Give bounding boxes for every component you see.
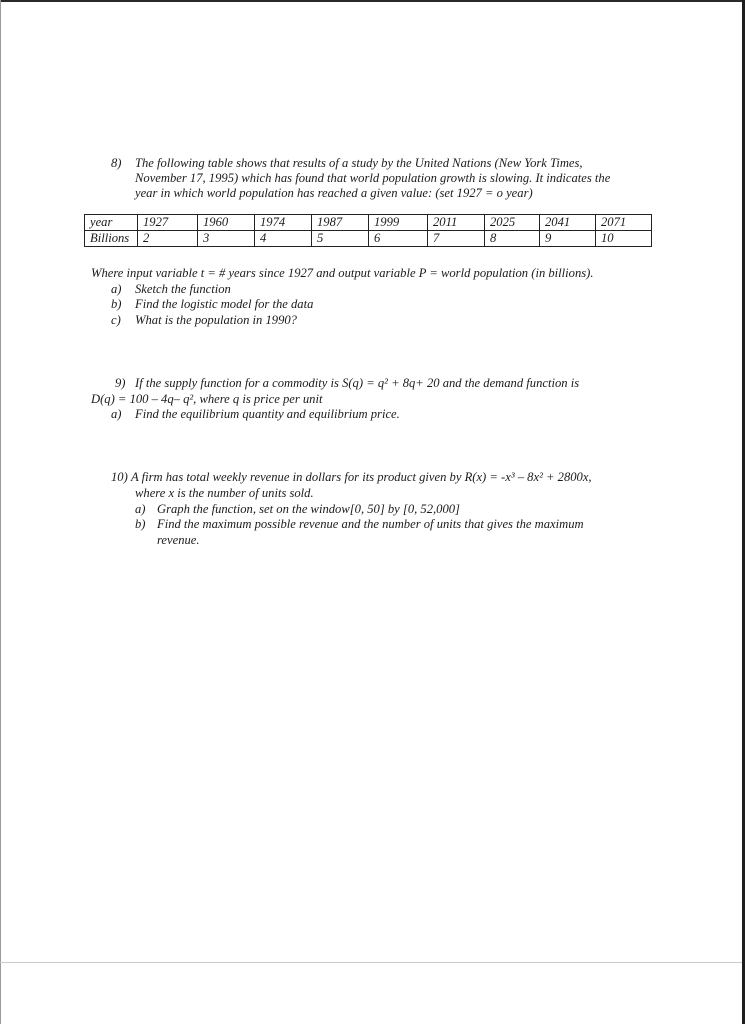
part-text: Find the equilibrium quantity and equilibrium price.: [135, 407, 400, 421]
table-cell: 8: [485, 231, 540, 247]
table-cell: 2041: [540, 215, 596, 231]
table-cell: 4: [255, 231, 312, 247]
table-cell: 3: [198, 231, 255, 247]
part-label: b): [111, 297, 122, 311]
part-text: Sketch the function: [135, 282, 231, 296]
question-text-line: A firm has total weekly revenue in dollars for its product given by R(x) = -x³ – 8x² + 2800x,: [131, 470, 592, 484]
question-text-line: If the supply function for a commodity is S(q) = q² + 8q+ 20 and the demand function is: [135, 376, 580, 390]
question-text-line: The following table shows that results of a study by the United Nations (New York Times,: [135, 156, 583, 170]
table-cell: 2025: [485, 215, 540, 231]
table-cell: 9: [540, 231, 596, 247]
part-label: a): [135, 502, 146, 516]
table-row-billions: [85, 231, 652, 247]
table-row-header: Billions: [85, 231, 138, 247]
scan-edge-left: [0, 0, 1, 1024]
table-cell: 5: [312, 231, 369, 247]
table-cell: 10: [596, 231, 652, 247]
table-row-year: [85, 215, 652, 231]
table-cell: 7: [428, 231, 485, 247]
scan-edge-top: [0, 0, 745, 2]
part-label: b): [135, 517, 146, 531]
table-cell: 2011: [428, 215, 485, 231]
part-label: a): [111, 407, 122, 421]
question-text-line: D(q) = 100 – 4q– q², where q is price per unit: [91, 392, 323, 406]
part-text-continued: revenue.: [157, 533, 200, 547]
part-label: a): [111, 282, 122, 296]
part-text: Find the logistic model for the data: [135, 297, 314, 311]
table-cell: 2071: [596, 215, 652, 231]
page-fold-line: [0, 962, 742, 963]
table-cell: 1999: [369, 215, 428, 231]
part-text: What is the population in 1990?: [135, 313, 297, 327]
question-number: 10): [111, 470, 128, 484]
table-cell: 2: [138, 231, 198, 247]
question-text-line: year in which world population has reached a given value: (set 1927 = o year): [135, 186, 533, 200]
population-table: [84, 214, 652, 247]
question-number: 9): [115, 376, 126, 390]
part-text: Graph the function, set on the window[0, 50] by [0, 52,000]: [157, 502, 460, 516]
table-cell: 1960: [198, 215, 255, 231]
question-text-line: where x is the number of units sold.: [135, 486, 314, 500]
table-cell: 1974: [255, 215, 312, 231]
table-row-header: year: [85, 215, 138, 231]
part-label: c): [111, 313, 121, 327]
part-text: Find the maximum possible revenue and the number of units that gives the maximum: [157, 517, 584, 531]
variable-note: Where input variable t = # years since 1927 and output variable P = world population (in billions).: [91, 266, 594, 280]
table-cell: 6: [369, 231, 428, 247]
table-cell: 1927: [138, 215, 198, 231]
question-text-line: November 17, 1995) which has found that world population growth is slowing. It indicates the: [135, 171, 611, 185]
table-cell: 1987: [312, 215, 369, 231]
question-number: 8): [111, 156, 122, 170]
